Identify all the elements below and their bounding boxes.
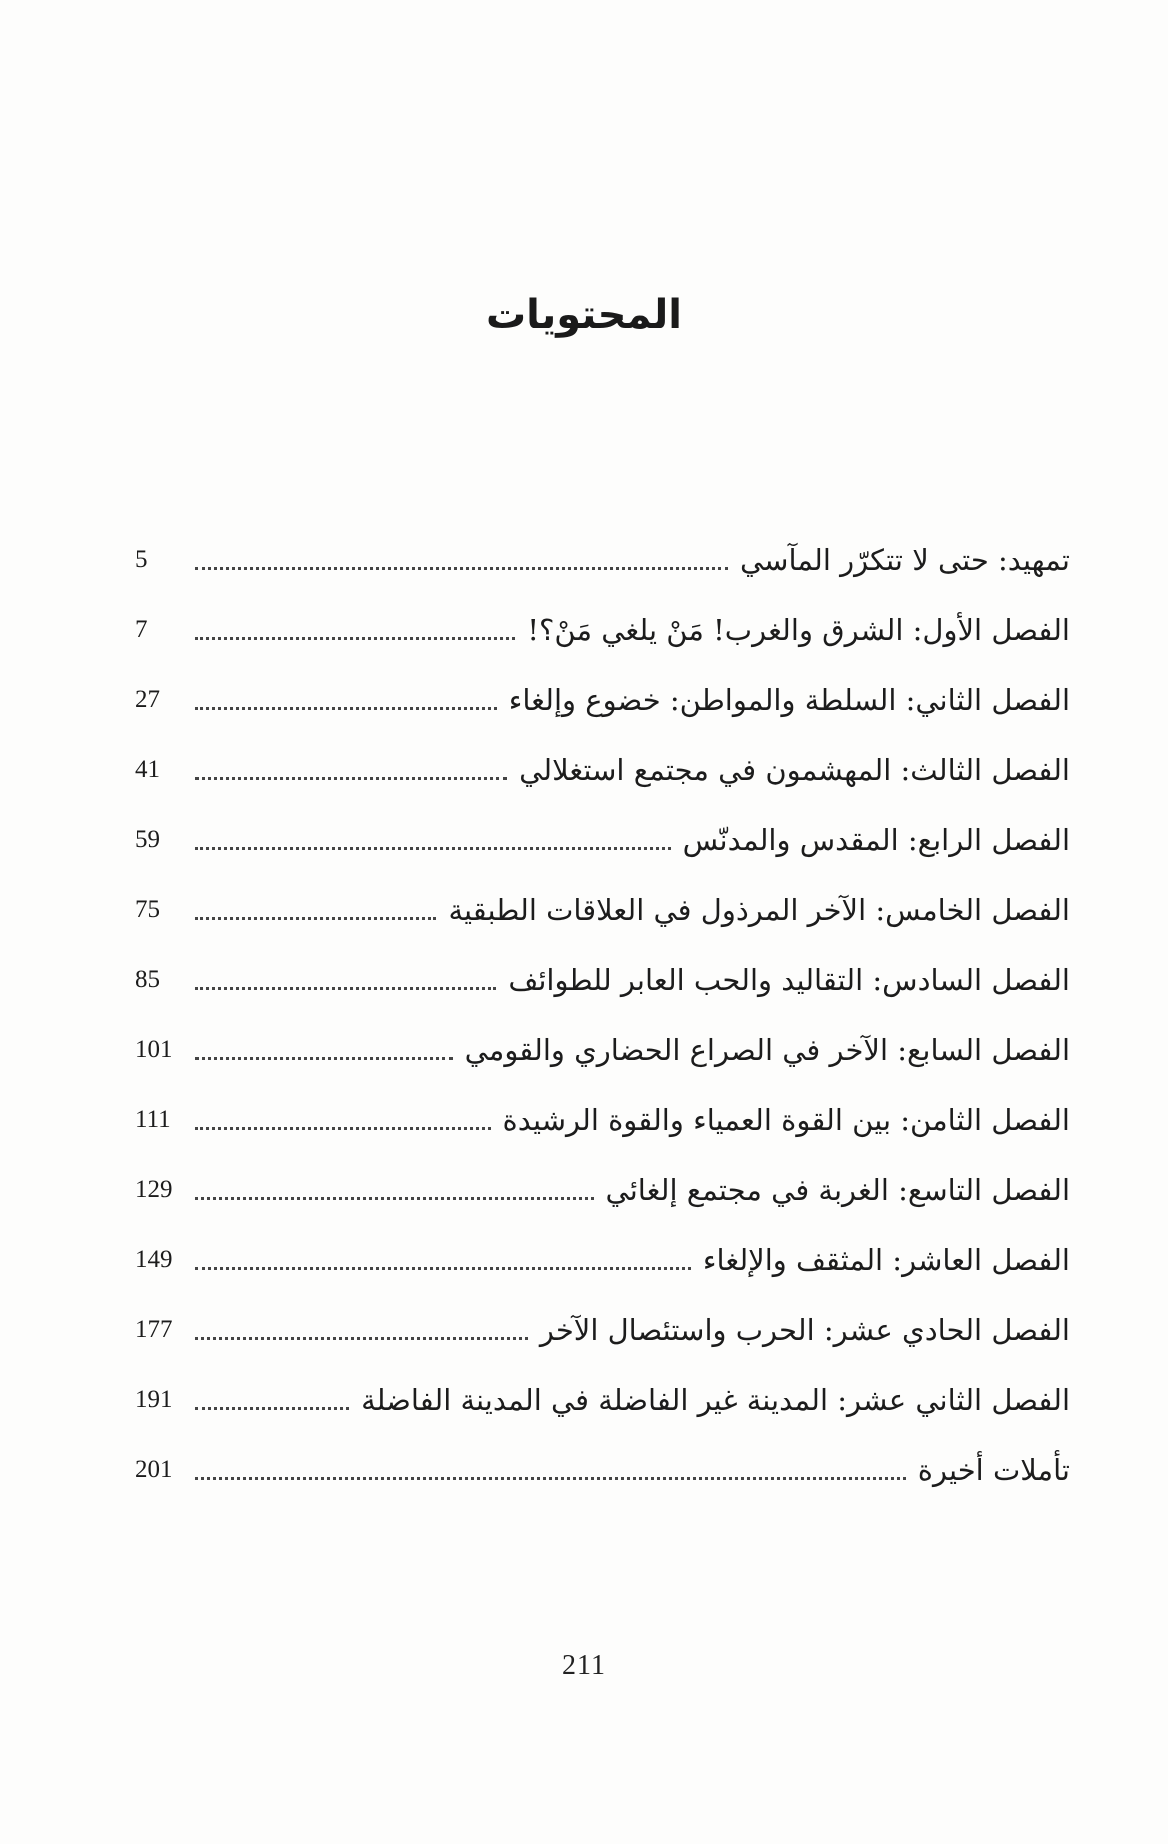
dot-leader <box>195 1477 906 1480</box>
toc-entry-page: 129 <box>135 1176 173 1203</box>
toc-entry <box>135 1295 1070 1365</box>
toc-entry <box>135 945 1070 1015</box>
toc-entry-title: الفصل الثاني عشر: المدينة غير الفاضلة في المدينة الفاضلة <box>361 1383 1070 1417</box>
dot-leader <box>195 847 671 850</box>
toc-entry-page: 7 <box>135 616 148 643</box>
toc-entry-page: 149 <box>135 1246 173 1273</box>
toc-entry-page: 41 <box>135 756 160 783</box>
toc-entry-title: الفصل التاسع: الغربة في مجتمع إلغائي <box>605 1173 1070 1207</box>
toc-entry <box>135 1225 1070 1295</box>
toc-entry-page: 191 <box>135 1386 173 1413</box>
toc-entry <box>135 1085 1070 1155</box>
toc-entry-title: تأملات أخيرة <box>917 1453 1070 1487</box>
toc-entry-title: الفصل الخامس: الآخر المرذول في العلاقات الطبقية <box>448 893 1070 927</box>
toc-entry <box>135 735 1070 805</box>
toc-entry <box>135 525 1070 595</box>
toc-entry-title: الفصل الثالث: المهشمون في مجتمع استغلالي <box>519 753 1070 787</box>
toc-entry-page: 201 <box>135 1456 173 1483</box>
toc-entry-title: الفصل الثاني: السلطة والمواطن: خضوع وإلغاء <box>508 683 1070 717</box>
toc-entry-page: 5 <box>135 546 148 573</box>
toc-entry <box>135 1365 1070 1435</box>
dot-leader <box>195 1267 691 1270</box>
page-title: المحتويات <box>485 292 682 338</box>
toc-entry-page: 111 <box>135 1106 171 1133</box>
toc-entry <box>135 875 1070 945</box>
toc-entry-title: الفصل السادس: التقاليد والحب العابر للطوائف <box>508 963 1070 997</box>
dot-leader <box>195 1127 491 1130</box>
toc-entry <box>135 595 1070 665</box>
toc-entry-page: 177 <box>135 1316 173 1343</box>
toc-entry-page: 85 <box>135 966 160 993</box>
page-number: 211 <box>562 1650 606 1681</box>
dot-leader <box>195 637 515 640</box>
dot-leader <box>195 987 496 990</box>
toc-entry-title: الفصل الرابع: المقدس والمدنّس <box>682 823 1070 857</box>
toc-entry <box>135 1155 1070 1225</box>
toc-entry <box>135 1435 1070 1505</box>
toc-entry-title: تمهيد: حتى لا تتكرّر المآسي <box>739 543 1070 577</box>
dot-leader <box>195 567 728 570</box>
dot-leader <box>195 917 436 920</box>
toc-entry-page: 59 <box>135 826 160 853</box>
dot-leader <box>195 777 507 780</box>
dot-leader <box>195 1407 349 1410</box>
dot-leader <box>195 707 497 710</box>
dot-leader <box>195 1057 453 1060</box>
toc-entry <box>135 665 1070 735</box>
toc-entry-title: الفصل السابع: الآخر في الصراع الحضاري والقومي <box>464 1033 1070 1067</box>
toc-entry <box>135 1015 1070 1085</box>
toc-entry-page: 27 <box>135 686 160 713</box>
table-of-contents <box>135 525 1070 1505</box>
toc-entry-page: 101 <box>135 1036 173 1063</box>
toc-entry-title: الفصل العاشر: المثقف والإلغاء <box>702 1243 1070 1277</box>
toc-entry-title: الفصل الأول: الشرق والغرب! مَنْ يلغي مَنْ؟! <box>527 613 1070 647</box>
toc-entry-title: الفصل الثامن: بين القوة العمياء والقوة الرشيدة <box>502 1103 1070 1137</box>
toc-entry-title: الفصل الحادي عشر: الحرب واستئصال الآخر <box>539 1313 1070 1347</box>
toc-entry <box>135 805 1070 875</box>
dot-leader <box>195 1197 594 1200</box>
toc-entry-page: 75 <box>135 896 160 923</box>
dot-leader <box>195 1337 528 1340</box>
